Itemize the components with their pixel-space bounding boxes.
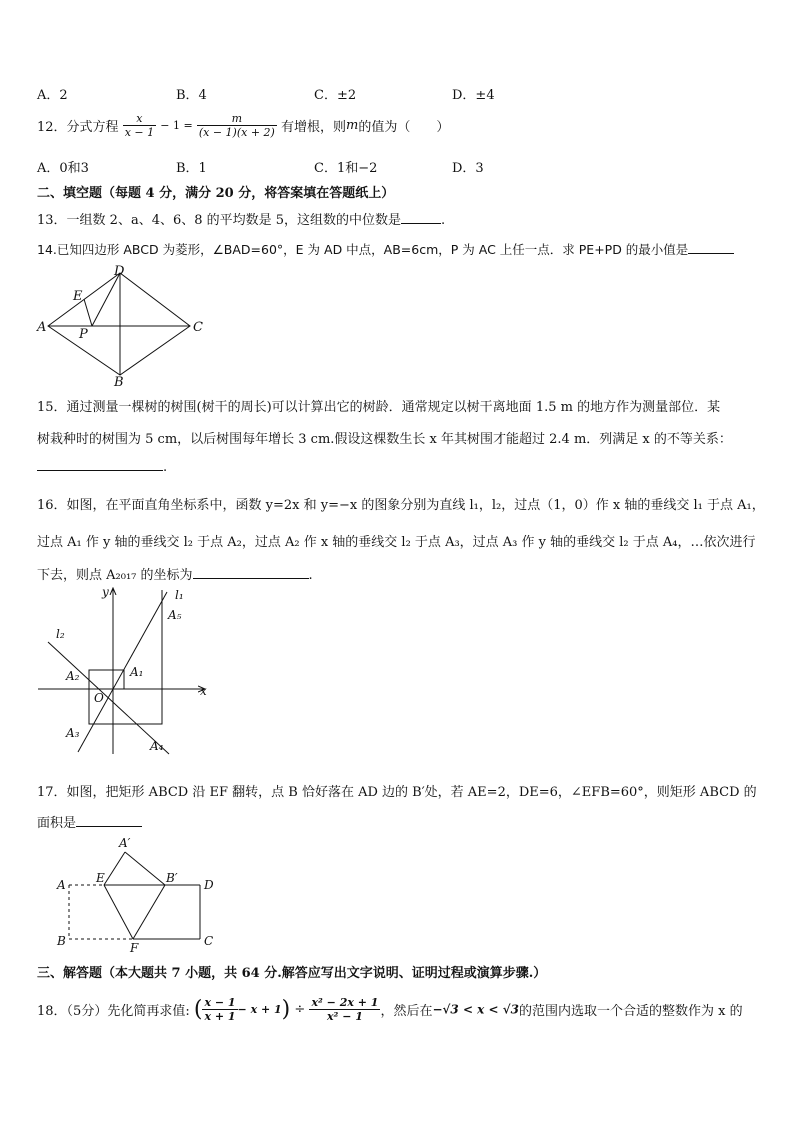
q16-end: . — [308, 568, 313, 583]
segment-pd — [92, 273, 120, 326]
q11-option-c: C．±2 — [314, 88, 357, 103]
q12-option-a: A．0和3 — [37, 161, 89, 176]
label-b-prime: B′ — [166, 871, 178, 885]
q12-suffix: 有增根，则 — [280, 120, 346, 135]
q18-suffix: ，然后在 — [380, 1004, 433, 1019]
q12-fraction-2 — [197, 112, 277, 139]
label-c: C — [204, 934, 214, 948]
label-a-prime: A′ — [119, 836, 131, 850]
q18-f2-den: x² − 1 — [327, 1010, 363, 1023]
q18-question — [37, 996, 743, 1023]
rhombus-outline — [48, 273, 190, 375]
q18-prefix: 18．（5分）先化简再求值: — [37, 1004, 190, 1019]
q17-answer-blank[interactable] — [76, 814, 142, 827]
q14-question — [37, 240, 734, 258]
q18-left-paren: ( — [193, 997, 203, 1022]
q18-fraction-2 — [309, 996, 380, 1023]
q12-question — [37, 112, 449, 139]
label-f: F — [130, 941, 139, 954]
q15-answer — [37, 458, 167, 475]
q12-frac1-den: x − 1 — [124, 126, 155, 139]
q18-right-paren: ) — [281, 997, 291, 1022]
q11-option-b: B．4 — [176, 88, 207, 103]
section-solve-heading: 三、解答题（本大题共 7 小题，共 64 分.解答应写出文字说明、证明过程或演算步骤.） — [37, 966, 547, 981]
q14-answer-blank[interactable] — [688, 241, 734, 254]
q16-coordinate-figure — [36, 584, 216, 762]
q18-fraction-1 — [202, 996, 237, 1023]
label-a: A — [37, 320, 47, 335]
q17-folded-rectangle-figure — [50, 834, 230, 954]
q12-option-b: B．1 — [176, 161, 207, 176]
q18-mid: − x + 1 — [237, 1003, 282, 1016]
label-l1: l₁ — [175, 588, 184, 602]
label-y: y — [102, 585, 109, 599]
segment-fb1 — [133, 885, 165, 939]
label-a: A — [57, 878, 66, 892]
q14-rhombus-figure — [30, 262, 210, 386]
q18-f2-num: x² − 2x + 1 — [311, 996, 379, 1009]
q18-f1-den: x + 1 — [204, 1010, 236, 1023]
label-a2: A₂ — [66, 669, 80, 683]
q18-suffix2: 的范围内选取一个合适的整数作为 x 的 — [518, 1004, 743, 1019]
q15-answer-blank[interactable] — [37, 458, 163, 471]
q13-question — [37, 209, 445, 228]
label-a3: A₃ — [66, 726, 80, 740]
label-x: x — [200, 684, 207, 698]
q15-line-2: 树栽种时的树围为 5 cm，以后树围每年增长 3 cm.假设这棵数生长 x 年其树围才能超过 2.4 m．列满足 x 的不等关系： — [37, 432, 732, 447]
q12-frac2-num: m — [197, 112, 277, 126]
q11-option-d: D．±4 — [452, 88, 495, 103]
q16-answer-blank[interactable] — [193, 566, 309, 579]
q12-suffix2: 的值为（ ） — [358, 120, 450, 135]
segment-pe — [84, 299, 92, 326]
q12-frac2-den: (x − 1)(x + 2) — [198, 126, 275, 139]
label-e: E — [73, 289, 83, 304]
q15-end: . — [163, 460, 168, 475]
q13-end: . — [441, 213, 446, 228]
label-a4: A₄ — [150, 739, 164, 753]
label-e: E — [96, 871, 105, 885]
q12-var: m — [345, 118, 359, 133]
label-p: P — [79, 327, 88, 342]
line-l1 — [78, 592, 167, 752]
q17-line-1: 17．如图，把矩形 ABCD 沿 EF 翻转，点 B 恰好落在 AD 边的 B′处，若 AE=2，DE=6，∠EFB=60°，则矩形 ABCD 的 — [37, 785, 757, 800]
label-o: O — [94, 691, 104, 705]
label-b: B — [114, 375, 124, 386]
q12-fraction-1 — [123, 112, 156, 139]
segment-a1b1 — [125, 852, 165, 885]
label-a1: A₁ — [130, 665, 144, 679]
label-l2: l₂ — [56, 627, 65, 641]
q15-line-1: 15．通过测量一棵树的树围(树干的周长)可以计算出它的树龄．通常规定以树干离地面 1.5 m 的地方作为测量部位．某 — [37, 400, 721, 415]
section-fill-in-heading: 二、填空题（每题 4 分，满分 20 分，将答案填在答题纸上） — [37, 186, 395, 201]
q12-option-c: C．1和−2 — [314, 161, 378, 176]
q13-answer-blank[interactable] — [401, 211, 441, 224]
label-d: D — [204, 878, 214, 892]
label-c: C — [193, 320, 203, 335]
q16-line-3-text: 下去，则点 A₂₀₁₇ 的坐标为 — [37, 568, 193, 583]
q12-minus-one: − 1 = — [160, 119, 193, 132]
q14-text: 14.已知四边形 ABCD 为菱形，∠BAD=60°，E 为 AD 中点，AB=6cm，P 为 AC 上任一点．求 PE+PD 的最小值是 — [37, 242, 689, 257]
q18-inequality: −√3 < x < √3 — [432, 1002, 519, 1017]
fold-ef — [104, 885, 133, 939]
q16-line-2: 过点 A₁ 作 y 轴的垂线交 l₂ 于点 A₂，过点 A₂ 作 x 轴的垂线交 l₂ 于点 A₃，过点 A₃ 作 y 轴的垂线交 l₂ 于点 A₄，…依次进行 — [37, 535, 756, 550]
q17-line-2-text: 面积是 — [37, 816, 77, 831]
q12-prefix: 12．分式方程 — [37, 120, 119, 135]
q18-divide-sign: ÷ — [294, 1002, 306, 1017]
q13-text: 13．一组数 2、a、4、6、8 的平均数是 5，这组数的中位数是 — [37, 213, 402, 228]
q12-option-d: D．3 — [452, 161, 484, 176]
q11-option-a: A．2 — [37, 88, 68, 103]
label-a5: A₅ — [168, 608, 182, 622]
label-d: D — [114, 264, 125, 279]
q12-frac1-num: x — [123, 112, 156, 126]
q16-line-3 — [37, 564, 313, 583]
q18-f1-num: x − 1 — [204, 996, 236, 1009]
label-b: B — [57, 934, 66, 948]
segment-ea1 — [104, 852, 125, 885]
q16-line-1: 16．如图，在平面直角坐标系中，函数 y=2x 和 y=−x 的图象分别为直线 l₁，l₂，过点（1，0）作 x 轴的垂线交 l₁ 于点 A₁， — [37, 498, 765, 513]
q17-line-2 — [37, 812, 142, 831]
